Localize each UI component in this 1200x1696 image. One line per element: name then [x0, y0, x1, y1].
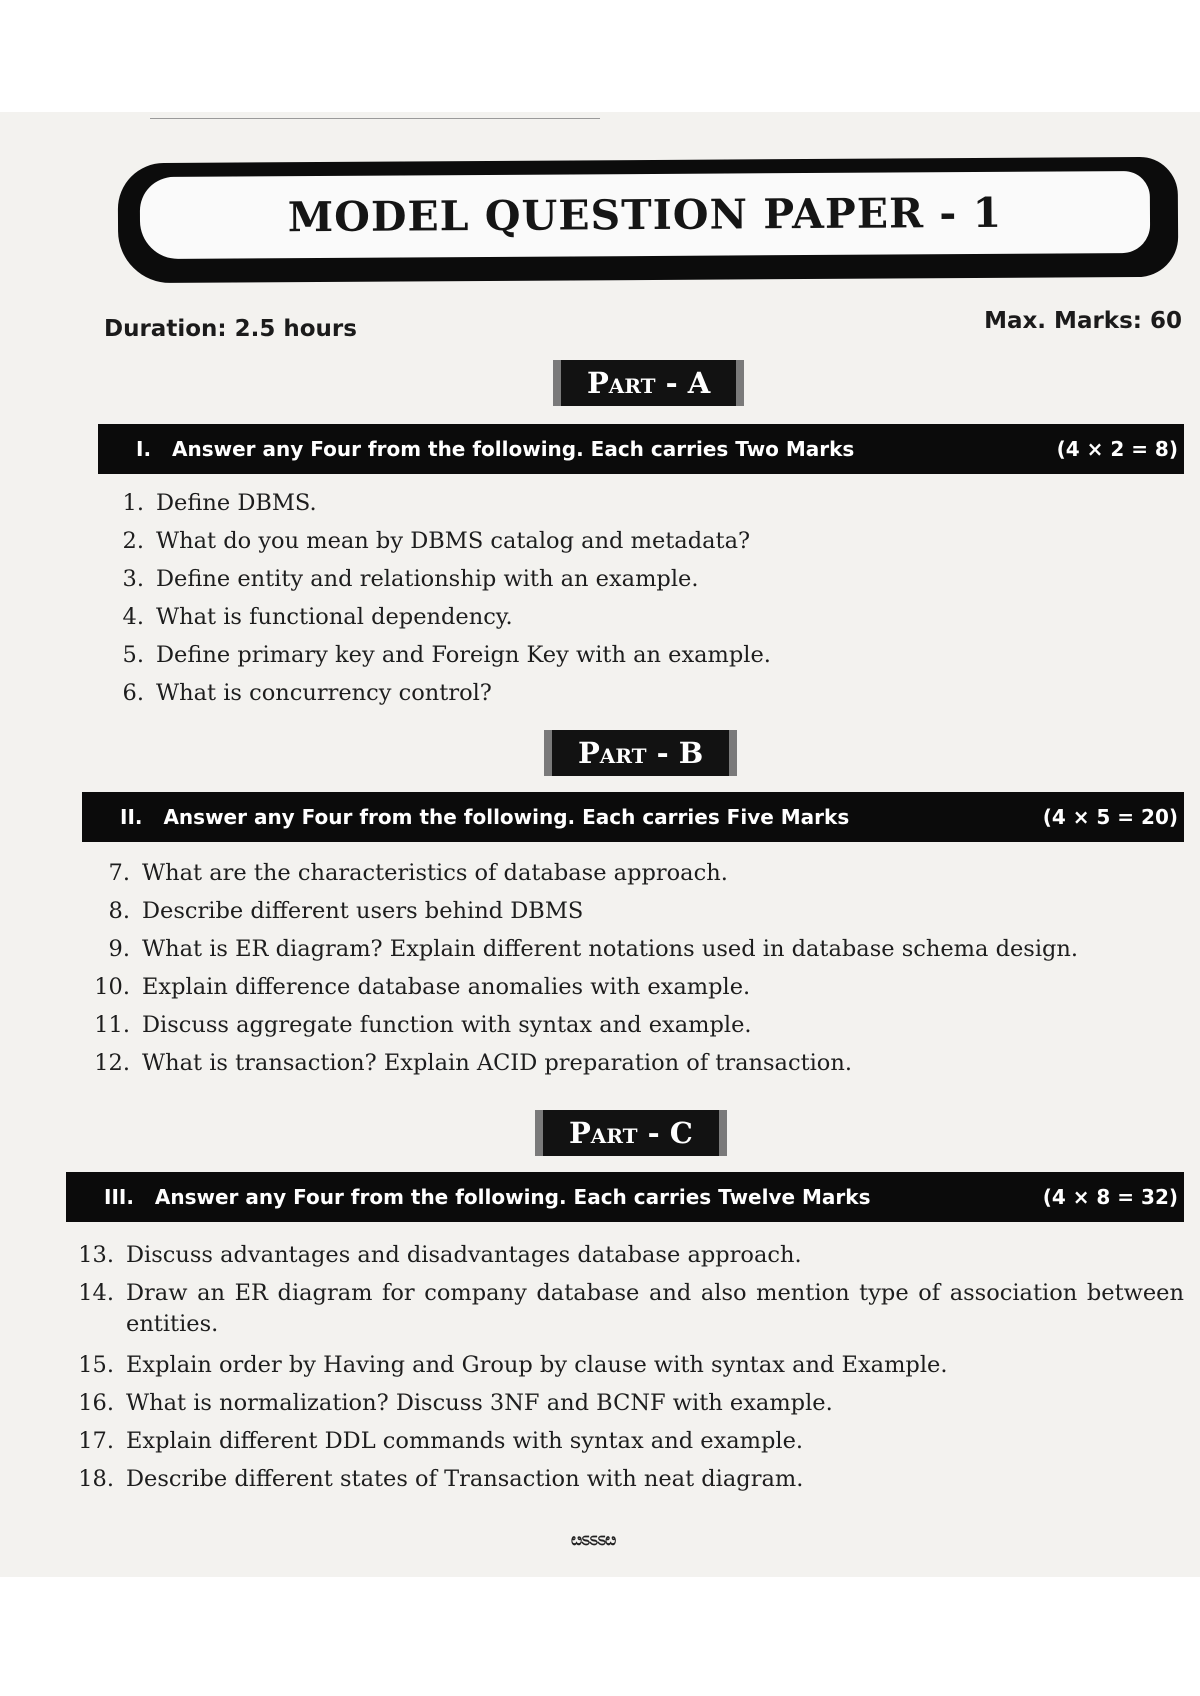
- section-instruction: Answer any Four from the following. Each carries Twelve Marks: [154, 1185, 871, 1209]
- question-text: Define DBMS.: [156, 490, 317, 516]
- duration-label: Duration: 2.5 hours: [104, 316, 357, 342]
- question-list-part-c: [76, 1236, 1184, 1498]
- question-number: 16.: [78, 1390, 114, 1416]
- question-text: What is normalization? Discuss 3NF and BCNF with example.: [126, 1390, 833, 1416]
- section-bar-part-b: [82, 792, 1184, 842]
- question-number: 14.: [78, 1280, 114, 1306]
- question-item: [92, 892, 1102, 930]
- section-instruction: Answer any Four from the following. Each carries Two Marks: [172, 437, 855, 461]
- question-text: What is functional dependency.: [156, 604, 513, 630]
- section-bar-part-c: [66, 1172, 1184, 1222]
- top-rule: [150, 118, 600, 119]
- question-item: [76, 1346, 1184, 1384]
- question-item: [106, 560, 1106, 598]
- question-number: 11.: [94, 1012, 130, 1038]
- question-text: Describe different users behind DBMS: [142, 898, 584, 924]
- section-instruction: Answer any Four from the following. Each carries Five Marks: [163, 805, 850, 829]
- question-number: 7.: [108, 860, 130, 886]
- question-item: [92, 968, 1102, 1006]
- question-number: 12.: [94, 1050, 130, 1076]
- section-bar-part-a: [98, 424, 1184, 474]
- question-text: What are the characteristics of database approach.: [142, 860, 728, 886]
- footer-ornament: ೞಽಽಽೞ: [571, 1530, 616, 1550]
- question-item: [76, 1422, 1184, 1460]
- question-text: Discuss aggregate function with syntax and example.: [142, 1012, 752, 1038]
- question-number: 15.: [78, 1352, 114, 1378]
- title-banner: [118, 157, 1179, 283]
- question-text: What is concurrency control?: [156, 680, 492, 706]
- title-banner-inner: [140, 171, 1150, 259]
- question-text: What is ER diagram? Explain different notations used in database schema design.: [142, 936, 1079, 962]
- part-a-label: Part - A: [553, 360, 744, 406]
- question-item: [92, 854, 1102, 892]
- question-list-part-b: [92, 854, 1102, 1082]
- question-text: Define primary key and Foreign Key with an example.: [156, 642, 771, 668]
- max-marks-label: Max. Marks: 60: [984, 308, 1182, 334]
- question-item: [92, 1006, 1102, 1044]
- question-text: Explain different DDL commands with syntax and example.: [126, 1428, 804, 1454]
- section-marks: (4 × 8 = 32): [1042, 1185, 1178, 1209]
- section-marks: (4 × 2 = 8): [1056, 437, 1178, 461]
- question-number: 18.: [78, 1466, 114, 1492]
- question-text: What is transaction? Explain ACID preparation of transaction.: [142, 1050, 852, 1076]
- question-number: 5.: [122, 642, 144, 668]
- question-item: [76, 1274, 1184, 1346]
- section-roman: III.: [104, 1185, 134, 1209]
- question-text: Explain difference database anomalies with example.: [142, 974, 751, 1000]
- section-marks: (4 × 5 = 20): [1042, 805, 1178, 829]
- question-text: What do you mean by DBMS catalog and metadata?: [156, 528, 751, 554]
- question-text: Define entity and relationship with an example.: [156, 566, 699, 592]
- question-item: [106, 674, 1106, 712]
- question-number: 13.: [78, 1242, 114, 1268]
- page-title: MODEL QUESTION PAPER - 1: [287, 188, 1003, 242]
- question-number: 9.: [108, 936, 130, 962]
- question-item: [106, 598, 1106, 636]
- question-item: [76, 1460, 1184, 1498]
- question-text: Discuss advantages and disadvantages database approach.: [126, 1242, 802, 1268]
- question-item: [76, 1384, 1184, 1422]
- question-number: 17.: [78, 1428, 114, 1454]
- question-number: 3.: [122, 566, 144, 592]
- question-text: Draw an ER diagram for company database and also mention type of association between entities.: [126, 1280, 1184, 1337]
- question-item: [76, 1236, 1184, 1274]
- question-item: [106, 636, 1106, 674]
- question-item: [106, 522, 1106, 560]
- question-number: 2.: [122, 528, 144, 554]
- question-text: Describe different states of Transaction with neat diagram.: [126, 1466, 804, 1492]
- section-roman: I.: [136, 437, 152, 461]
- question-number: 1.: [122, 490, 144, 516]
- question-list-part-a: [106, 484, 1106, 712]
- question-number: 8.: [108, 898, 130, 924]
- question-item: [92, 1044, 1102, 1082]
- question-number: 4.: [122, 604, 144, 630]
- question-number: 10.: [94, 974, 130, 1000]
- part-c-label: Part - C: [535, 1110, 727, 1156]
- question-number: 6.: [122, 680, 144, 706]
- question-item: [106, 484, 1106, 522]
- part-b-label: Part - B: [544, 730, 737, 776]
- section-roman: II.: [120, 805, 143, 829]
- question-text: Explain order by Having and Group by clause with syntax and Example.: [126, 1352, 948, 1378]
- question-item: [92, 930, 1102, 968]
